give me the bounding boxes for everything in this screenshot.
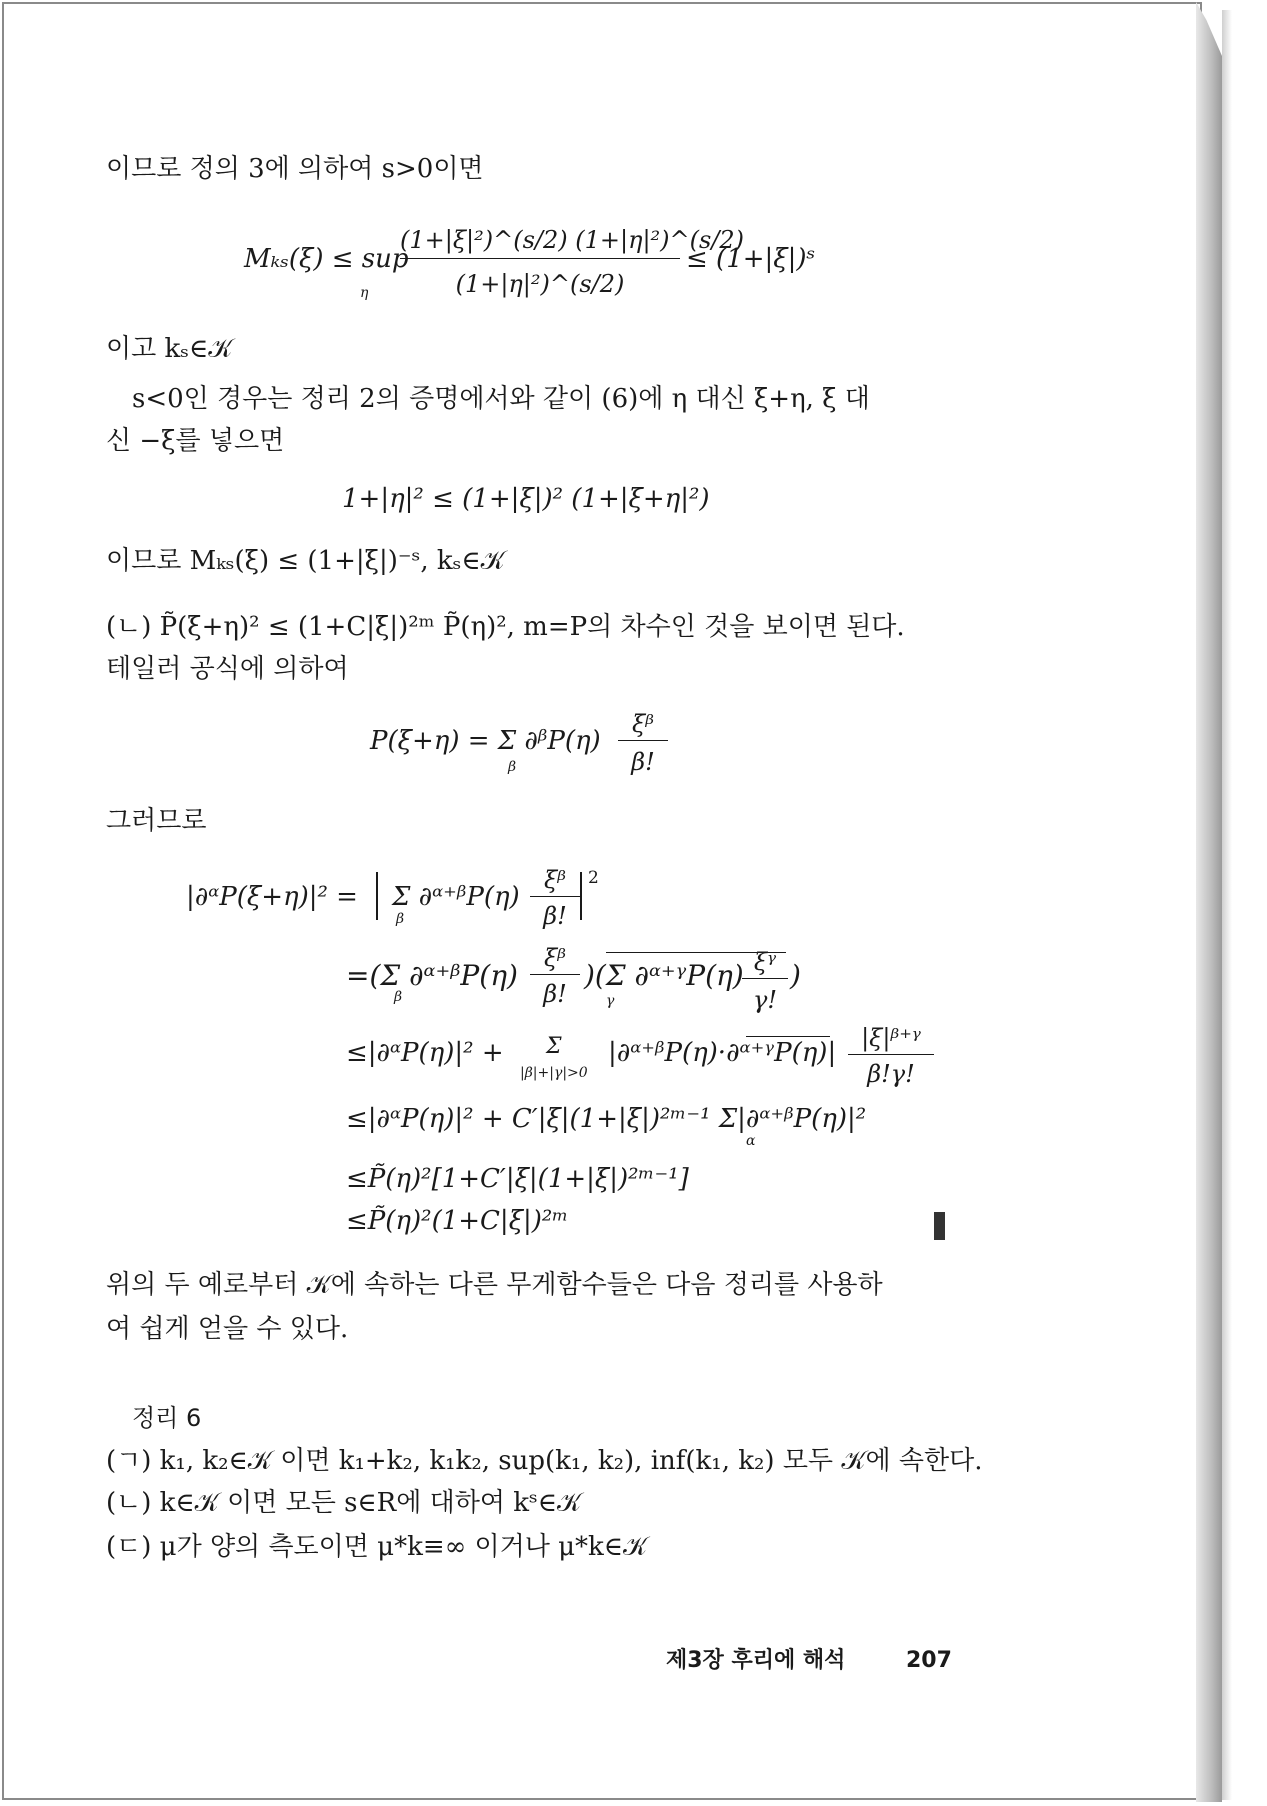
eq4-l2-bar2 (742, 978, 788, 979)
theorem-item-c: (ㄷ) μ가 양의 측도이면 μ*k≡∞ 이거나 μ*k∈𝒦 (106, 1532, 648, 1562)
eq1-lhs: Mₖₛ(ξ) ≤ sup (244, 244, 409, 274)
footer-page-number: 207 (906, 1648, 952, 1673)
eq4-l1-den: β! (543, 902, 567, 930)
eq4-l6: ≤P̃(η)²(1+C|ξ|)²ᵐ (346, 1206, 569, 1236)
eq4-l2-bar1 (530, 974, 580, 975)
eq4-l2-num1: ξᵝ (544, 944, 566, 972)
eq4-l5: ≤P̃(η)²[1+C′|ξ|(1+|ξ|)²ᵐ⁻¹] (346, 1164, 689, 1194)
eq4-l1-num: ξᵝ (544, 866, 566, 894)
eq4-l1-body: Σ ∂ᵅ⁺ᵝP(η) (392, 882, 520, 912)
eq4-l3-sigma: Σ (546, 1034, 562, 1059)
text-line-3a: s<0인 경우는 정리 2의 증명에서와 같이 (6)에 η 대신 ξ+η, ξ 대 (132, 384, 870, 414)
eq4-l4-sub: α (746, 1133, 756, 1149)
eq3-numerator: ξᵝ (632, 710, 654, 738)
theorem-item-a: (ㄱ) k₁, k₂∈𝒦 이면 k₁+k₂, k₁k₂, sup(k₁, k₂), inf(k₁, k₂) 모두 𝒦에 속한다. (106, 1446, 983, 1476)
eq4-l3-sub: |β|+|γ|>0 (520, 1065, 588, 1081)
text-line-1: 이므로 정의 3에 의하여 s>0이면 (106, 154, 484, 184)
page-curl (1196, 2, 1222, 1802)
eq1-rhs: ≤ (1+|ξ|)ˢ (686, 244, 816, 274)
eq4-l2-num2: ξᵞ (753, 948, 777, 976)
eq4-l1-bar (530, 896, 580, 897)
eq4-l2-den1: β! (543, 980, 567, 1008)
eq4-l2-sub1: β (394, 989, 403, 1005)
page-shadow (1222, 10, 1232, 1800)
eq2: 1+|η|² ≤ (1+|ξ|)² (1+|ξ+η|²) (342, 484, 710, 514)
eq3-denominator: β! (631, 748, 655, 776)
eq3-lhs: P(ξ+η) = Σ ∂ᵝP(η) (370, 726, 601, 756)
eq4-l3-a: ≤|∂ᵅP(η)|² + (346, 1038, 504, 1068)
theorem-title: 정리 6 (132, 1404, 202, 1432)
eq1-numerator: (1+|ξ|²)^(s/2) (1+|η|²)^(s/2) (400, 226, 745, 254)
text-line-4: 이므로 Mₖₛ(ξ) ≤ (1+|ξ|)⁻ˢ, kₛ∈𝒦 (106, 546, 505, 576)
text-line-2: 이고 kₛ∈𝒦 (106, 334, 233, 364)
eq4-l2-b: )(Σ ∂ᵅ⁺ᵞP(η) (584, 959, 744, 992)
eq4-l4: ≤|∂ᵅP(η)|² + C′|ξ|(1+|ξ|)²ᵐ⁻¹ Σ|∂ᵅ⁺ᵝP(η)|² (346, 1104, 867, 1134)
eq1-denominator: (1+|η|²)^(s/2) (455, 270, 625, 298)
text-line-7a: 위의 두 예로부터 𝒦에 속하는 다른 무게함수들은 다음 정리를 사용하 (106, 1270, 883, 1300)
eq4-l2-a: =(Σ ∂ᵅ⁺ᵝP(η) (346, 959, 518, 992)
text-line-5a: (ㄴ) P̃(ξ+η)² ≤ (1+C|ξ|)²ᵐ P̃(η)², m=P의 차수인 것을 보이면 된다. (106, 612, 905, 642)
text-line-5b: 테일러 공식에 의하여 (106, 654, 349, 684)
theorem-item-b: (ㄴ) k∈𝒦 이면 모든 s∈R에 대하여 kˢ∈𝒦 (106, 1488, 582, 1518)
eq4-l3-den: β!γ! (867, 1060, 915, 1088)
eq1-sub: η (360, 285, 369, 301)
eq4-l2-c: ) (790, 959, 801, 992)
eq1-fraction-bar (400, 258, 680, 259)
eq4-l1-abs-left (376, 872, 378, 920)
eq4-l1-pow: 2 (588, 868, 599, 888)
footer-chapter: 제3장 후리에 해석 (666, 1648, 846, 1673)
eq4-l1-sub: β (396, 911, 405, 927)
qed-block (934, 1212, 945, 1240)
eq3-sub: β (508, 759, 517, 775)
eq4-l3-num: |ξ|ᵝ⁺ᵞ (861, 1024, 921, 1052)
eq4-l3-b: |∂ᵅ⁺ᵝP(η)·∂ᵅ⁺ᵞP(η)| (608, 1038, 837, 1068)
eq3-fraction-bar (618, 740, 668, 741)
eq4-l1-lhs: |∂ᵅP(ξ+η)|² = (186, 882, 358, 912)
eq4-l1-abs-right (580, 872, 582, 920)
text-line-7b: 여 쉽게 얻을 수 있다. (106, 1314, 349, 1344)
text-line-6: 그러므로 (106, 806, 207, 836)
text-line-3b: 신 −ξ를 넣으면 (106, 426, 285, 456)
eq4-l2-den2: γ! (753, 986, 777, 1014)
eq4-l2-sub2: γ (606, 993, 615, 1009)
eq4-l3-bar (848, 1054, 934, 1055)
eq4-l3-conjugate-bar (746, 1036, 830, 1037)
